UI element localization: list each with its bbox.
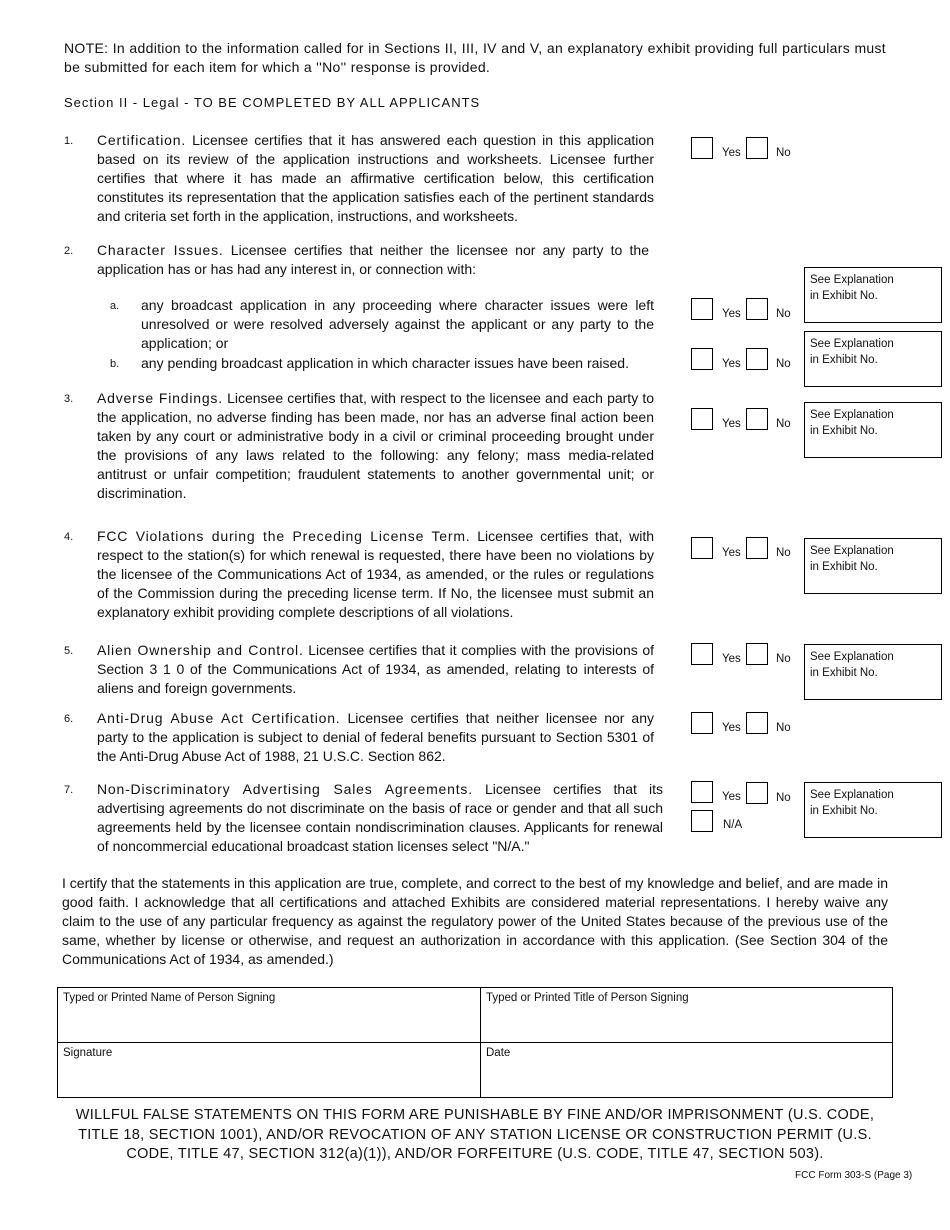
explanation-label: See Explanation xyxy=(810,409,894,421)
item-3-text xyxy=(97,389,654,503)
signature-field[interactable] xyxy=(58,1043,480,1097)
item-3-no-checkbox[interactable] xyxy=(746,408,768,430)
item-number: 5. xyxy=(64,645,74,657)
item-title: Certification. xyxy=(97,132,187,148)
yes-label: Yes xyxy=(722,722,741,734)
yes-label: Yes xyxy=(722,358,741,370)
no-label: No xyxy=(776,547,791,559)
item-6-text xyxy=(97,709,654,766)
explanation-label: See Explanation xyxy=(810,651,894,663)
yes-label: Yes xyxy=(722,547,741,559)
penalty-warning: WILLFUL FALSE STATEMENTS ON THIS FORM ARE PUNISHABLE BY FINE AND/OR IMPRISONMENT (U.S. CODE, TITLE 18, SECTION 1001), AND/OR REVOCATION OF ANY STATION LICENSE OR CONSTRUCTION PERMIT (U.S. CODE, TITLE 47, SECTION 312(a)(1)), AND/OR FORFEITURE (U.S. CODE, TITLE 47, SECTION 503). xyxy=(75,1107,875,1162)
item-1-text xyxy=(97,131,654,226)
signature-field-label: Signature xyxy=(63,1047,113,1059)
item-4-yes-checkbox[interactable] xyxy=(691,537,713,559)
item-1-yes-checkbox[interactable] xyxy=(691,137,713,159)
item-2-text xyxy=(97,241,649,279)
item-5-no-checkbox[interactable] xyxy=(746,643,768,665)
item-number: 6. xyxy=(64,713,74,725)
exhibit-label: in Exhibit No. xyxy=(810,290,878,302)
item-body: Licensee certifies that, with respect to the station(s) for which renewal is requested, there have been no violations by the licensee of the Communications Act of 1934, as amended, or the rules or regulations of the Commission during the preceding license term. If No, the licensee must submit an explanatory exhibit providing complete descriptions of all violations. xyxy=(97,528,654,620)
yes-label: Yes xyxy=(722,653,741,665)
item-4-no-checkbox[interactable] xyxy=(746,537,768,559)
item-2a-no-checkbox[interactable] xyxy=(746,298,768,320)
item-5-explanation-box[interactable] xyxy=(804,644,942,700)
signature-table xyxy=(57,987,893,1098)
explanation-label: See Explanation xyxy=(810,789,894,801)
item-3-explanation-box[interactable] xyxy=(804,402,942,458)
item-1-no-checkbox[interactable] xyxy=(746,137,768,159)
no-label: No xyxy=(776,792,791,804)
item-5-yes-checkbox[interactable] xyxy=(691,643,713,665)
no-label: No xyxy=(776,418,791,430)
item-4-explanation-box[interactable] xyxy=(804,538,942,594)
sub-item-letter: b. xyxy=(110,358,120,370)
section-heading: Section II - Legal - TO BE COMPLETED BY ALL APPLICANTS xyxy=(64,95,481,110)
item-7-na-checkbox[interactable] xyxy=(691,810,713,832)
yes-label: Yes xyxy=(722,791,741,803)
item-number: 3. xyxy=(64,393,74,405)
item-4-text xyxy=(97,527,654,622)
explanation-label: See Explanation xyxy=(810,545,894,557)
sub-item-letter: a. xyxy=(110,300,120,312)
title-field-label: Typed or Printed Title of Person Signing xyxy=(486,992,689,1004)
exhibit-label: in Exhibit No. xyxy=(810,561,878,573)
item-2b-no-checkbox[interactable] xyxy=(746,348,768,370)
date-field[interactable] xyxy=(481,1043,892,1097)
yes-label: Yes xyxy=(722,147,741,159)
item-number: 1. xyxy=(64,135,74,147)
item-body: Licensee certifies that neither the licensee nor any party to the application has or has had any interest in, or connection with: xyxy=(97,242,649,277)
item-title: Anti-Drug Abuse Act Certification. xyxy=(97,710,341,726)
exhibit-label: in Exhibit No. xyxy=(810,425,878,437)
note-text: NOTE: In addition to the information called for in Sections II, III, IV and V, an explanatory exhibit providing full particulars must be submitted for each item for which a ''No'' response is provided. xyxy=(64,40,886,75)
item-2-explanation-box[interactable] xyxy=(804,267,942,323)
item-title: Alien Ownership and Control. xyxy=(97,642,304,658)
item-body: Licensee certifies that its advertising agreements do not discriminate on the basis of race or gender and that all such agreements held by the licensee contain nondiscrimination clauses. Applicants for renewal of noncommercial educational broadcast station licenses select "N/A." xyxy=(97,781,664,854)
item-6-yes-checkbox[interactable] xyxy=(691,712,713,734)
title-field[interactable] xyxy=(481,988,892,1042)
item-7-explanation-box[interactable] xyxy=(804,782,942,838)
item-title: FCC Violations during the Preceding License Term. xyxy=(97,528,471,544)
no-label: No xyxy=(776,308,791,320)
no-label: No xyxy=(776,358,791,370)
item-body: Licensee certifies that it has answered each question in this application based on its review of the application instructions and worksheets. Licensee further certifies that where it has made an affirmative certification below, this certification constitutes its representation that the application satisfies each of the pertinent standards and criteria set forth in the application, instructions, and worksheets. xyxy=(97,132,654,224)
item-title: Character Issues. xyxy=(97,242,224,258)
no-label: No xyxy=(776,653,791,665)
exhibit-label: in Exhibit No. xyxy=(810,354,878,366)
date-field-label: Date xyxy=(486,1047,511,1059)
no-label: No xyxy=(776,147,791,159)
item-7-text xyxy=(97,780,663,856)
na-label: N/A xyxy=(723,819,743,831)
item-body: Licensee certifies that neither licensee nor any party to the application is subject to denial of federal benefits pursuant to Section 5301 of the Anti-Drug Abuse Act of 1988, 21 U.S.C. Section 862. xyxy=(97,710,655,764)
item-7-no-checkbox[interactable] xyxy=(746,782,768,804)
exhibit-label: in Exhibit No. xyxy=(810,667,878,679)
item-title: Adverse Findings. xyxy=(97,390,223,406)
item-body: Licensee certifies that it complies with the provisions of Section 3 1 0 of the Communications Act of 1934, as amended, relating to interests of aliens and foreign governments. xyxy=(97,642,655,696)
item-2b-yes-checkbox[interactable] xyxy=(691,348,713,370)
item-number: 2. xyxy=(64,245,74,257)
item-7-yes-checkbox[interactable] xyxy=(691,781,713,803)
no-label: No xyxy=(776,722,791,734)
certification-statement: I certify that the statements in this application are true, complete, and correct to the best of my knowledge and belief, and are made in good faith. I acknowledge that all certifications and attached Exhibits are considered material representations. I hereby waive any claim to the use of any particular frequency as against the regulatory power of the United States because of the previous use of the same, whether by license or otherwise, and request an authorization in accordance with this application. (See Section 304 of the Communications Act of 1934, as amended.) xyxy=(62,875,888,967)
yes-label: Yes xyxy=(722,308,741,320)
form-footer: FCC Form 303-S (Page 3) xyxy=(795,1170,913,1181)
item-3-yes-checkbox[interactable] xyxy=(691,408,713,430)
item-2b-text: any pending broadcast application in which character issues have been raised. xyxy=(141,355,629,371)
item-number: 4. xyxy=(64,531,74,543)
item-2b-explanation-box[interactable] xyxy=(804,331,942,387)
explanation-label: See Explanation xyxy=(810,338,894,350)
item-5-text xyxy=(97,641,654,698)
name-field[interactable] xyxy=(58,988,480,1042)
exhibit-label: in Exhibit No. xyxy=(810,805,878,817)
item-number: 7. xyxy=(64,784,74,796)
item-2a-yes-checkbox[interactable] xyxy=(691,298,713,320)
item-2a-text: any broadcast application in any proceeding where character issues were left unresolved or were resolved adversely against the applicant or any party to the application; or xyxy=(141,297,654,351)
item-6-no-checkbox[interactable] xyxy=(746,712,768,734)
name-field-label: Typed or Printed Name of Person Signing xyxy=(63,992,276,1004)
item-body: Licensee certifies that, with respect to the licensee and each party to the application, no adverse finding has been made, nor has an adverse final action been taken by any court or administrative body in a civil or criminal proceeding brought under the provisions of any laws related to the following: any felony; mass media-related antitrust or unfair competition; fraudulent statements to another governmental unit; or discrimination. xyxy=(97,390,655,501)
item-title: Non-Discriminatory Advertising Sales Agreements. xyxy=(97,781,473,797)
yes-label: Yes xyxy=(722,418,741,430)
explanation-label: See Explanation xyxy=(810,274,894,286)
